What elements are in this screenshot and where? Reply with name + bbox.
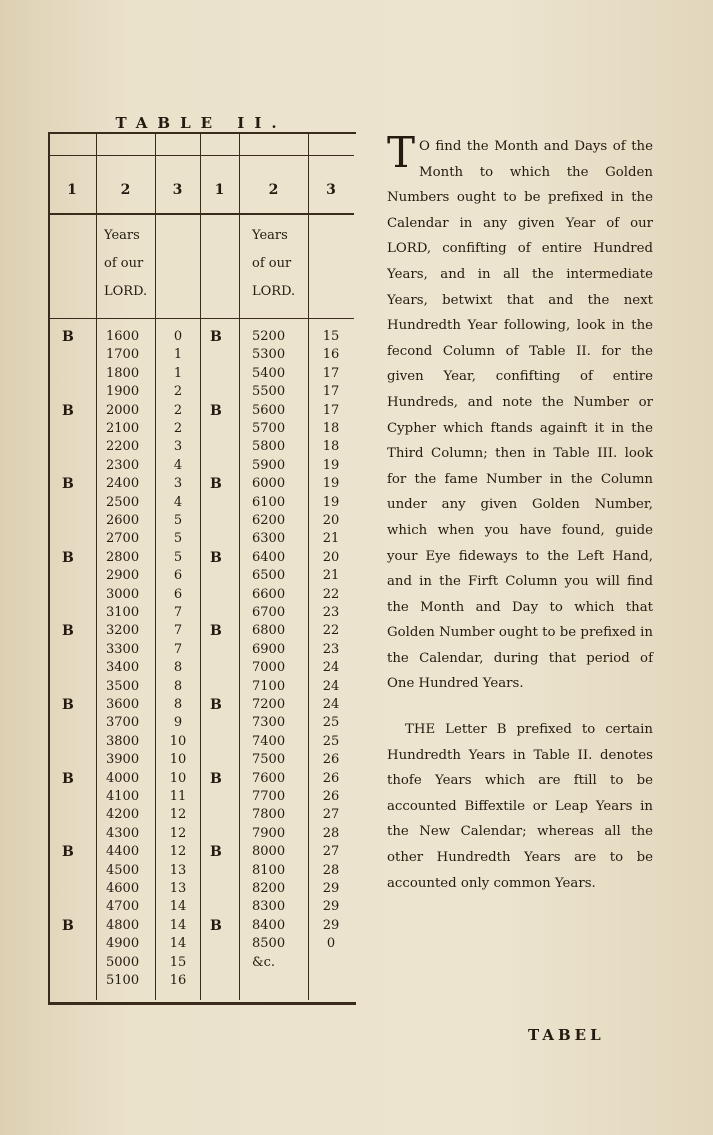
year-cell: 6100 (252, 494, 286, 510)
number-cell: 23 (322, 605, 340, 620)
years-label-left: Years of our LORD. (104, 228, 148, 299)
year-cell: &c. (252, 954, 275, 970)
year-cell: 4000 (106, 770, 140, 786)
number-cell: 2 (173, 384, 183, 400)
year-cell: 1900 (106, 384, 140, 400)
number-cell: 27 (322, 807, 340, 823)
number-cell: 13 (169, 881, 187, 896)
year-cell: 2000 (106, 402, 140, 418)
year-cell: 3100 (106, 605, 140, 620)
header-col3b: 3 (326, 182, 336, 198)
bissextile-marker: B (62, 476, 74, 493)
years-rule (48, 318, 354, 319)
bissextile-marker: B (210, 476, 222, 493)
number-cell: 5 (173, 549, 183, 565)
year-cell: 6900 (252, 641, 286, 657)
number-cell: 19 (322, 494, 340, 510)
number-cell: 12 (169, 844, 187, 860)
number-cell: 8 (173, 697, 183, 712)
bissextile-marker: B (210, 549, 222, 566)
number-cell: 19 (322, 476, 340, 492)
number-cell: 10 (169, 770, 187, 786)
number-cell: 1 (173, 347, 183, 363)
number-cell: 20 (322, 549, 340, 565)
year-cell: 7700 (252, 789, 286, 804)
year-cell: 2600 (106, 513, 140, 528)
year-cell: 7600 (252, 770, 286, 786)
bissextile-marker: B (210, 623, 222, 640)
number-cell: 14 (169, 917, 187, 933)
number-cell: 15 (322, 329, 340, 344)
bissextile-marker: B (62, 770, 74, 787)
number-cell: 2 (173, 421, 183, 436)
bissextile-marker: B (210, 844, 222, 861)
year-cell: 2400 (106, 476, 140, 492)
column-rule (239, 132, 240, 1000)
bissextile-marker: B (62, 917, 74, 934)
paragraph-2: THE Letter B prefixed to certain Hundredth Years in Table II. denotes thofe Years which are ftill to be accounted Biffextile or Leap Years in the New Calendar; whereas all the other Hundredth Years are to be accounted only common Years. (387, 722, 653, 891)
year-cell: 7200 (252, 697, 286, 712)
number-cell: 24 (322, 697, 340, 712)
catchword: TABEL (528, 1026, 605, 1044)
bissextile-marker: B (62, 844, 74, 861)
number-cell: 3 (173, 439, 183, 455)
bissextile-marker: B (62, 623, 74, 640)
number-cell: 7 (173, 623, 183, 639)
number-cell: 16 (322, 347, 340, 363)
number-cell: 3 (173, 476, 183, 492)
number-cell: 0 (173, 329, 183, 344)
number-cell: 14 (169, 936, 187, 952)
year-cell: 4400 (106, 844, 140, 860)
year-cell: 6500 (252, 568, 286, 584)
years-label-right: Years of our LORD. (252, 228, 296, 299)
year-cell: 4500 (106, 862, 140, 878)
year-cell: 8000 (252, 844, 286, 860)
column-rule (96, 132, 97, 1000)
year-cell: 4900 (106, 936, 140, 952)
number-cell: 8 (173, 660, 183, 676)
number-cell: 5 (173, 513, 183, 528)
year-cell: 6300 (252, 531, 286, 547)
year-cell: 3300 (106, 641, 140, 657)
year-cell: 6000 (252, 476, 286, 492)
year-cell: 5400 (252, 365, 286, 381)
number-cell: 15 (169, 954, 187, 970)
header-col3: 3 (172, 182, 183, 198)
year-cell: 4300 (106, 825, 140, 841)
number-cell: 18 (322, 439, 340, 455)
bissextile-marker: B (210, 770, 222, 787)
bissextile-marker: B (62, 329, 74, 345)
year-cell: 6700 (252, 605, 286, 620)
number-cell: 7 (173, 641, 183, 657)
year-cell: 5100 (106, 973, 140, 988)
bissextile-marker: B (62, 402, 74, 419)
year-cell: 8300 (252, 899, 286, 915)
number-cell: 28 (322, 862, 340, 878)
year-cell: 1800 (106, 365, 140, 381)
number-cell: 7 (173, 605, 183, 620)
header-col1: 1 (67, 182, 77, 198)
number-cell: 21 (322, 531, 340, 547)
year-cell: 2800 (106, 549, 140, 565)
year-cell: 3200 (106, 623, 140, 639)
number-cell: 10 (169, 733, 187, 749)
number-cell: 17 (322, 384, 340, 400)
drop-cap: T (387, 128, 416, 177)
number-cell: 25 (322, 733, 340, 749)
year-cell: 5900 (252, 457, 286, 473)
number-cell: 2 (173, 402, 183, 418)
bissextile-marker: B (210, 697, 222, 713)
bissextile-marker: B (210, 329, 222, 345)
bissextile-marker: B (62, 549, 74, 566)
number-cell: 10 (169, 752, 187, 768)
year-cell: 3800 (106, 733, 140, 749)
year-cell: 4100 (106, 789, 140, 804)
number-cell: 16 (169, 973, 187, 988)
number-cell: 21 (322, 568, 340, 584)
year-cell: 6600 (252, 586, 286, 602)
year-cell: 3000 (106, 586, 140, 602)
instructions-text (387, 128, 653, 896)
number-cell: 0 (326, 936, 336, 952)
year-cell: 7400 (252, 733, 286, 749)
year-cell: 7300 (252, 715, 286, 731)
number-cell: 22 (322, 623, 340, 639)
number-cell: 11 (169, 789, 187, 804)
number-cell: 24 (322, 678, 340, 694)
number-cell: 23 (322, 641, 340, 657)
year-cell: 6800 (252, 623, 286, 639)
number-cell: 27 (322, 844, 340, 860)
number-cell: 18 (322, 421, 340, 436)
number-cell: 26 (322, 752, 340, 768)
year-cell: 3900 (106, 752, 140, 768)
bissextile-marker: B (210, 402, 222, 419)
number-cell: 12 (169, 825, 187, 841)
year-cell: 2300 (106, 457, 140, 473)
year-cell: 5700 (252, 421, 286, 436)
bissextile-marker: B (62, 697, 74, 713)
number-cell: 6 (173, 568, 183, 584)
year-cell: 5500 (252, 384, 286, 400)
year-cell: 3600 (106, 697, 140, 712)
year-cell: 7000 (252, 660, 286, 676)
number-cell: 26 (322, 770, 340, 786)
number-cell: 4 (173, 494, 183, 510)
year-cell: 1700 (106, 347, 140, 363)
number-cell: 19 (322, 457, 340, 473)
number-cell: 20 (322, 513, 340, 528)
paragraph-1: T O find the Month and Days of the Month to which the Golden Numbers ought to be prefixed in the Calendar in any given Year of our LORD, confifting of entire Hundred Years, and in all the intermediate Years, betwixt that and the next Hundredth Year following, look in the fecond Column of Table II. for the given Year, confifting of entire Hundreds, and note the Number or Cypher which ftands againft it in the Third Column; then in Table III. look for the fame Number in the Column under any given Golden Number, which when you have found, guide your Eye fideways to the Left Hand, and in the Firft Column you will find the Month and Day to which that Golden Number ought to be prefixed in the Calendar, during that period of One Hundred Years. (387, 128, 653, 692)
number-cell: 9 (173, 715, 183, 731)
year-cell: 6400 (252, 549, 286, 565)
number-cell: 17 (322, 365, 340, 381)
year-cell: 3400 (106, 660, 140, 676)
table-title: TABLE II. (115, 114, 287, 132)
year-cell: 2200 (106, 439, 140, 455)
number-cell: 17 (322, 402, 340, 418)
year-cell: 7500 (252, 752, 286, 768)
year-cell: 2100 (106, 421, 140, 436)
year-cell: 5300 (252, 347, 286, 363)
header-rule-top (48, 155, 354, 156)
header-col2: 2 (120, 182, 131, 198)
header-rule-bottom (48, 213, 354, 215)
year-cell: 2500 (106, 494, 140, 510)
year-cell: 2900 (106, 568, 140, 584)
number-cell: 28 (322, 825, 340, 841)
year-cell: 4700 (106, 899, 140, 915)
year-cell: 5600 (252, 402, 286, 418)
number-cell: 13 (169, 862, 187, 878)
year-cell: 7800 (252, 807, 286, 823)
year-cell: 3700 (106, 715, 140, 731)
number-cell: 12 (169, 807, 187, 823)
number-cell: 1 (173, 365, 183, 381)
year-cell: 8500 (252, 936, 286, 952)
number-cell: 25 (322, 715, 340, 731)
header-col1b: 1 (214, 182, 225, 198)
header-col2b: 2 (268, 182, 279, 198)
number-cell: 29 (322, 917, 340, 933)
year-cell: 5200 (252, 329, 286, 344)
number-cell: 22 (322, 586, 340, 602)
number-cell: 29 (322, 881, 340, 896)
year-cell: 5000 (106, 954, 140, 970)
column-rule (155, 132, 156, 1000)
number-cell: 24 (322, 660, 340, 676)
year-cell: 6200 (252, 513, 286, 528)
number-cell: 26 (322, 789, 340, 804)
year-cell: 7900 (252, 825, 286, 841)
year-cell: 4800 (106, 917, 140, 933)
bissextile-marker: B (210, 917, 222, 934)
year-cell: 8400 (252, 917, 286, 933)
year-cell: 7100 (252, 678, 286, 694)
year-cell: 5800 (252, 439, 286, 455)
number-cell: 5 (173, 531, 183, 547)
number-cell: 6 (173, 586, 183, 602)
year-cell: 2700 (106, 531, 140, 547)
year-cell: 1600 (106, 329, 140, 344)
year-cell: 8200 (252, 881, 286, 896)
number-cell: 8 (173, 678, 183, 694)
number-cell: 4 (173, 457, 183, 473)
year-cell: 4600 (106, 881, 140, 896)
column-rule (308, 132, 309, 1000)
year-cell: 3500 (106, 678, 140, 694)
number-cell: 29 (322, 899, 340, 915)
column-rule (200, 132, 201, 1000)
year-cell: 8100 (252, 862, 286, 878)
year-cell: 4200 (106, 807, 140, 823)
number-cell: 14 (169, 899, 187, 915)
